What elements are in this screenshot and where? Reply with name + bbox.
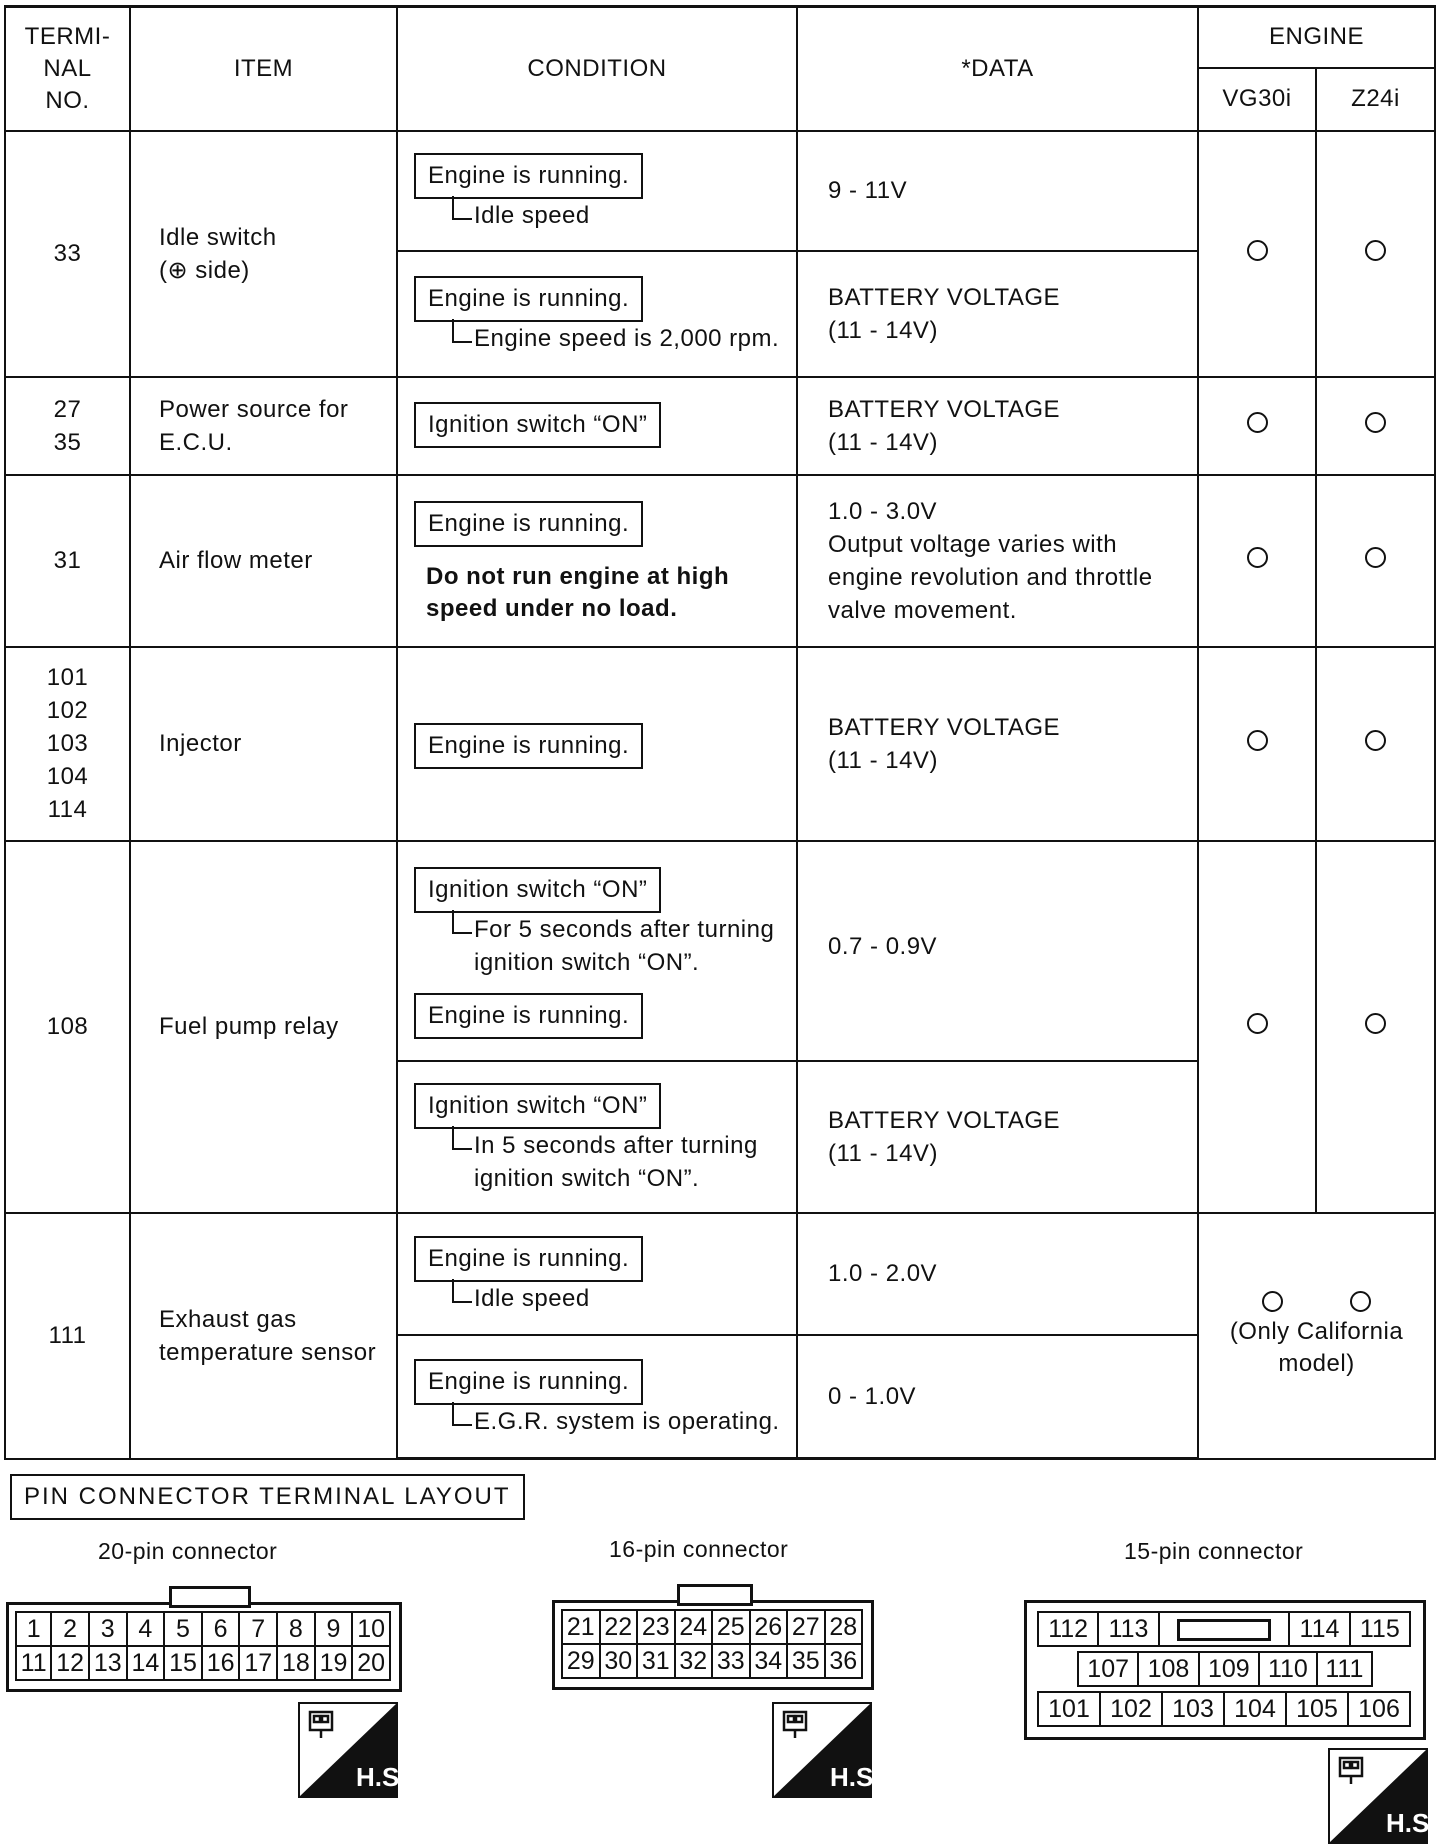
connector-key (677, 1584, 753, 1606)
pin-cell: 3 (89, 1612, 127, 1646)
harness-side-label: H.S. (1386, 1808, 1437, 1838)
pin-cell: 18 (277, 1646, 315, 1680)
circle-mark-icon (1262, 1291, 1283, 1312)
connector-16pin (552, 1600, 874, 1690)
vg30i-applicable-mark (1198, 475, 1316, 647)
header-engine-z24i: Z24i (1316, 68, 1435, 131)
pin-cell: 27 (787, 1610, 825, 1644)
circle-mark-icon (1247, 412, 1268, 433)
condition-sub: Idle speed (452, 199, 786, 232)
data-value: BATTERY VOLTAGE (11 - 14V) (797, 1061, 1198, 1213)
vg30i-applicable-mark (1198, 841, 1316, 1213)
data-value: BATTERY VOLTAGE (11 - 14V) (797, 377, 1198, 475)
pin-cell: 19 (315, 1646, 353, 1680)
pin-grid-15-middle (1077, 1651, 1373, 1687)
pin-cell: 22 (600, 1610, 638, 1644)
pin-cell: 31 (637, 1644, 675, 1678)
pin-cell: 8 (277, 1612, 315, 1646)
z24i-applicable-mark (1316, 841, 1435, 1213)
pin-cell: 25 (712, 1610, 750, 1644)
condition-sub: Idle speed (452, 1282, 786, 1315)
pin-grid-20 (15, 1611, 391, 1681)
condition-note: Do not run engine at high speed under no load. (426, 562, 730, 622)
pin-cell: 13 (89, 1646, 127, 1680)
terminal-number: 27 35 (5, 377, 130, 475)
vg30i-applicable-mark (1198, 377, 1316, 475)
pin-cell: 101 (1038, 1692, 1100, 1726)
terminal-number: 31 (5, 475, 130, 647)
pin-cell: 34 (750, 1644, 788, 1678)
pin-cell: 106 (1348, 1692, 1410, 1726)
data-value: 0.7 - 0.9V (797, 841, 1198, 1061)
pin-cell: 21 (562, 1610, 600, 1644)
connector-key (169, 1586, 251, 1608)
pin-cell: 5 (164, 1612, 202, 1646)
header-terminal-no: TERMI- NAL NO. (5, 7, 130, 131)
pin-cell: 20 (352, 1646, 390, 1680)
condition-cell (397, 647, 797, 841)
condition-box: Engine is running. (414, 723, 643, 769)
circle-mark-icon (1247, 1013, 1268, 1034)
pin-cell: 30 (600, 1644, 638, 1678)
condition-cell (397, 377, 797, 475)
pin-cell: 14 (127, 1646, 165, 1680)
vg30i-applicable-mark (1198, 647, 1316, 841)
harness-side-label: H.S. (830, 1762, 881, 1792)
harness-side-icon (298, 1702, 407, 1798)
terminal-number: 33 (5, 131, 130, 377)
condition-box: Engine is running. (414, 501, 643, 547)
pin-cell: 4 (127, 1612, 165, 1646)
condition-box: Ignition switch “ON” (414, 867, 661, 913)
item-name: Exhaust gas temperature sensor (130, 1213, 397, 1459)
pin-cell: 24 (675, 1610, 713, 1644)
condition-box: Ignition switch “ON” (414, 1083, 661, 1129)
item-name: Power source for E.C.U. (130, 377, 397, 475)
pin-cell: 104 (1224, 1692, 1286, 1726)
pin-cell: 111 (1317, 1652, 1372, 1686)
item-name: Air flow meter (130, 475, 397, 647)
pin-cell: 26 (750, 1610, 788, 1644)
pin-cell: 7 (239, 1612, 277, 1646)
pin-cell: 9 (315, 1612, 353, 1646)
pin-cell: 6 (202, 1612, 240, 1646)
pin-cell: 105 (1286, 1692, 1348, 1726)
connector-20pin (6, 1602, 402, 1692)
condition-box: Ignition switch “ON” (414, 402, 661, 448)
connector-15pin (1024, 1600, 1426, 1740)
header-item: ITEM (130, 7, 397, 131)
circle-mark-icon (1247, 240, 1268, 261)
header-data: *DATA (797, 7, 1198, 131)
circle-mark-icon (1365, 730, 1386, 751)
terminal-number: 111 (5, 1213, 130, 1459)
data-value: 1.0 - 2.0V (797, 1213, 1198, 1335)
california-note: (Only California model) (1229, 1318, 1404, 1377)
data-value: 9 - 11V (797, 131, 1198, 251)
header-engine-vg30i: VG30i (1198, 68, 1316, 131)
header-engine: ENGINE (1198, 7, 1435, 68)
condition-cell (397, 1213, 797, 1335)
condition-box: Engine is running. (414, 993, 643, 1039)
condition-cell (397, 131, 797, 251)
circle-mark-icon (1365, 412, 1386, 433)
data-value: 1.0 - 3.0V Output voltage varies with engine revolution and throttle valve movement. (797, 475, 1198, 647)
pin-grid-15-top (1037, 1611, 1411, 1647)
circle-mark-icon (1365, 1013, 1386, 1034)
connector-16-label: 16-pin connector (609, 1536, 789, 1562)
harness-side-label: H.S. (356, 1762, 407, 1792)
pin-cell: 102 (1100, 1692, 1162, 1726)
condition-box: Engine is running. (414, 153, 643, 199)
connector-20-label: 20-pin connector (98, 1538, 278, 1564)
pin-cell: 108 (1138, 1652, 1198, 1686)
condition-cell (397, 1061, 797, 1213)
pin-cell: 17 (239, 1646, 277, 1680)
pin-cell: 35 (787, 1644, 825, 1678)
condition-box: Engine is running. (414, 276, 643, 322)
condition-sub: E.G.R. system is operating. (452, 1405, 786, 1438)
connector-latch (1159, 1612, 1290, 1646)
circle-mark-icon (1247, 730, 1268, 751)
condition-box: Engine is running. (414, 1359, 643, 1405)
pin-cell: 113 (1098, 1612, 1158, 1646)
terminal-number: 101 102 103 104 114 (5, 647, 130, 841)
condition-box: Engine is running. (414, 1236, 643, 1282)
pin-cell: 16 (202, 1646, 240, 1680)
harness-side-icon (1328, 1748, 1437, 1844)
pin-cell: 15 (164, 1646, 202, 1680)
terminal-data-table (4, 5, 1436, 1460)
pin-cell: 109 (1199, 1652, 1259, 1686)
pin-cell: 107 (1078, 1652, 1138, 1686)
item-name: Injector (130, 647, 397, 841)
pin-cell: 32 (675, 1644, 713, 1678)
terminal-number: 108 (5, 841, 130, 1213)
pin-grid-15-bottom (1037, 1691, 1411, 1727)
header-condition: CONDITION (397, 7, 797, 131)
pin-cell: 29 (562, 1644, 600, 1678)
z24i-applicable-mark (1316, 475, 1435, 647)
latch-slot (1177, 1619, 1271, 1641)
data-value: BATTERY VOLTAGE (11 - 14V) (797, 647, 1198, 841)
condition-cell (397, 841, 797, 1061)
pin-cell: 110 (1259, 1652, 1317, 1686)
circle-mark-icon (1365, 547, 1386, 568)
pin-cell: 10 (352, 1612, 390, 1646)
z24i-applicable-mark (1316, 131, 1435, 377)
pin-cell: 12 (51, 1646, 89, 1680)
condition-sub: For 5 seconds after turning ignition switch “ON”. (452, 913, 786, 979)
pin-cell: 28 (825, 1610, 863, 1644)
pin-cell: 103 (1162, 1692, 1224, 1726)
circle-mark-icon (1350, 1291, 1371, 1312)
condition-cell (397, 475, 797, 647)
condition-sub: Engine speed is 2,000 rpm. (452, 322, 786, 355)
condition-cell (397, 251, 797, 377)
circle-mark-icon (1247, 547, 1268, 568)
pin-cell: 114 (1289, 1612, 1349, 1646)
pin-cell: 23 (637, 1610, 675, 1644)
connector-15-label: 15-pin connector (1124, 1538, 1304, 1564)
z24i-applicable-mark (1316, 647, 1435, 841)
pin-cell: 112 (1038, 1612, 1098, 1646)
engine-applicability-california (1198, 1213, 1435, 1459)
circle-mark-icon (1365, 240, 1386, 261)
pin-layout-title: PIN CONNECTOR TERMINAL LAYOUT (10, 1474, 525, 1520)
pin-cell: 36 (825, 1644, 863, 1678)
condition-cell (397, 1335, 797, 1459)
data-value: 0 - 1.0V (797, 1335, 1198, 1459)
harness-side-icon (772, 1702, 881, 1798)
item-name: Fuel pump relay (130, 841, 397, 1213)
z24i-applicable-mark (1316, 377, 1435, 475)
data-value: BATTERY VOLTAGE (11 - 14V) (797, 251, 1198, 377)
item-name: Idle switch (⊕ side) (130, 131, 397, 377)
condition-sub: In 5 seconds after turning ignition switch “ON”. (452, 1129, 786, 1195)
pin-cell: 11 (16, 1646, 51, 1680)
pin-cell: 2 (51, 1612, 89, 1646)
vg30i-applicable-mark (1198, 131, 1316, 377)
pin-cell: 33 (712, 1644, 750, 1678)
pin-cell: 115 (1350, 1612, 1410, 1646)
pin-grid-16 (561, 1609, 863, 1679)
pin-cell: 1 (16, 1612, 51, 1646)
